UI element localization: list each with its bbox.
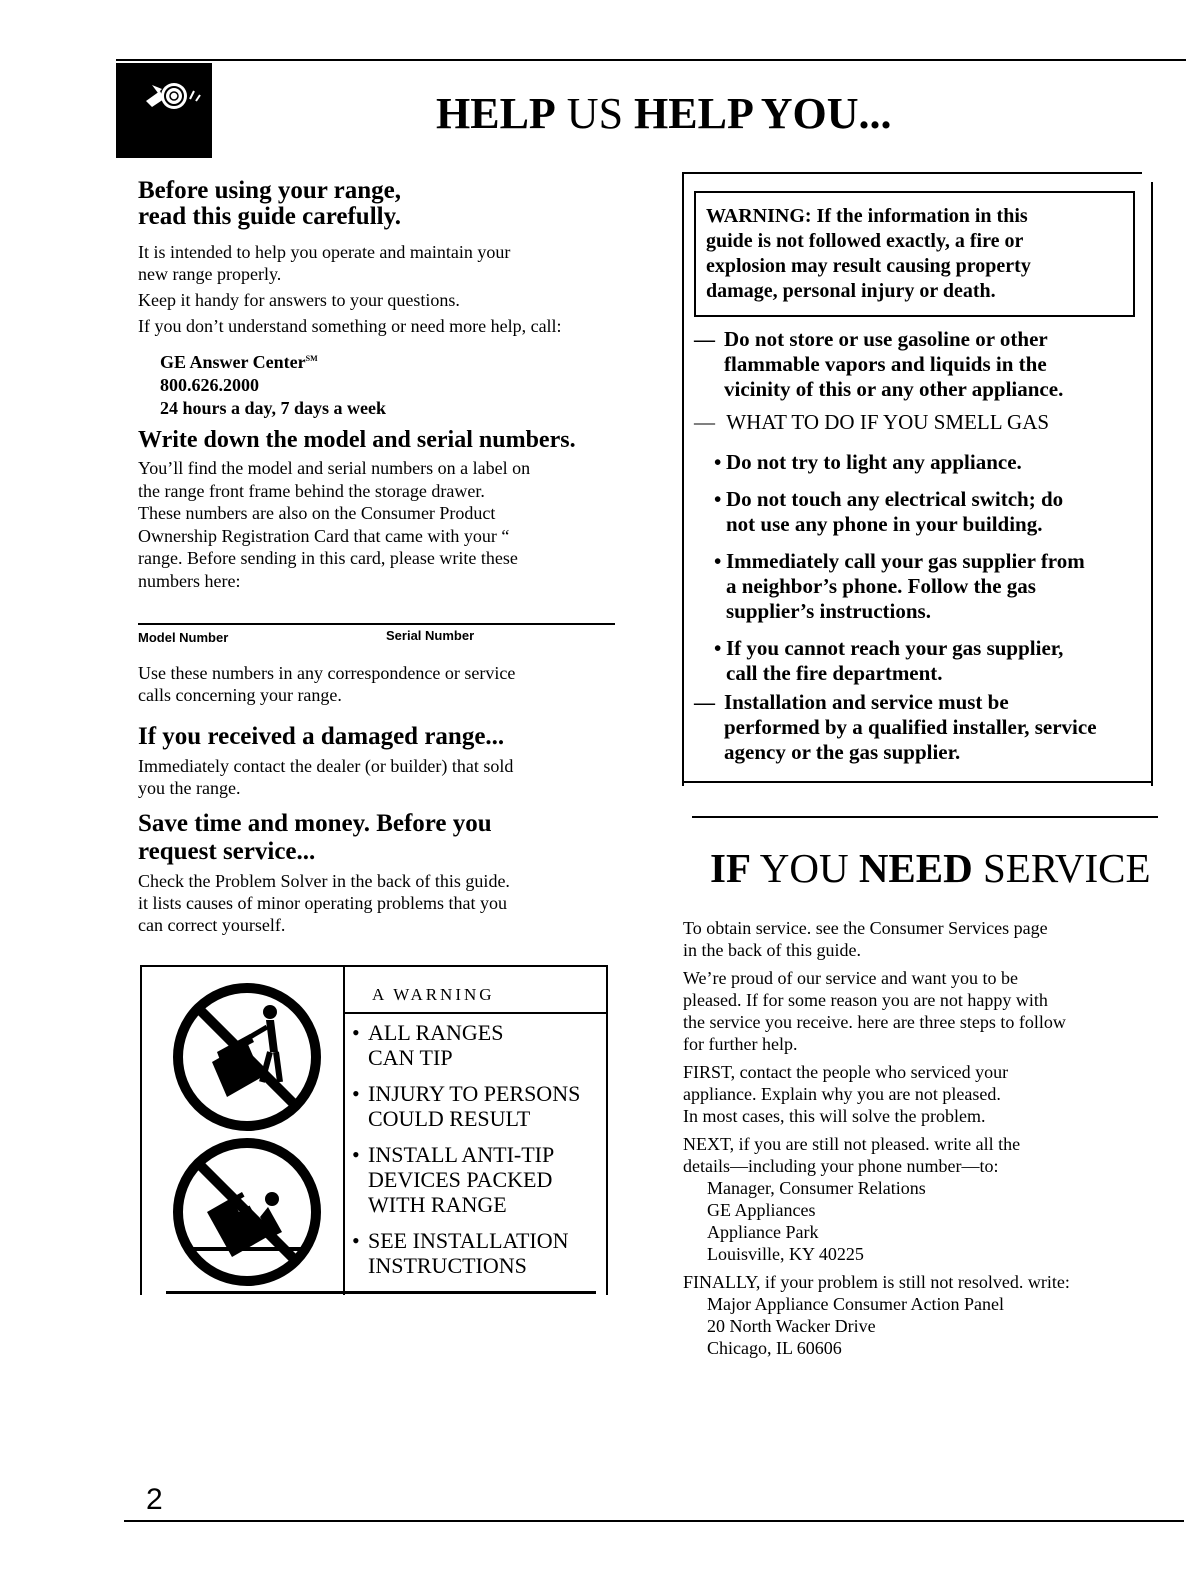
tip-box-divider <box>343 965 345 1295</box>
gas-panel-left-rule <box>682 172 684 786</box>
answer-center-name: GE Answer Center <box>160 352 306 372</box>
answer-center: GE Answer Center℠ 800.626.2000 24 hours a day, 7 days a week <box>160 352 387 418</box>
answer-center-hours: 24 hours a day, 7 days a week <box>160 398 387 418</box>
gas-panel-top-rule <box>682 172 1142 174</box>
save-text: Check the Problem Solver in the back of this guide. it lists causes of minor operating problems that you can correct yourself. <box>138 871 510 935</box>
tip-warning-item: • ALL RANGES CAN TIP <box>352 1020 504 1070</box>
child-on-door-icon <box>172 1137 322 1287</box>
serial-number-label: Serial Number <box>386 628 475 643</box>
tip-box-right-rule <box>606 965 608 1295</box>
gas-panel-right-rule <box>1151 182 1153 786</box>
header-icon-block <box>116 63 212 158</box>
top-rule <box>116 59 1186 61</box>
use-numbers-text: Use these numbers in any correspondence or service calls concerning your range. <box>138 663 516 705</box>
gas-sub-item: • If you cannot reach your gas supplier, call the fire department. <box>714 636 1064 685</box>
gas-item-smell-gas: — WHAT TO DO IF YOU SMELL GAS <box>694 410 1050 434</box>
gas-sub-item: • Do not touch any electrical switch; do not use any phone in your building. <box>714 487 1064 536</box>
answer-center-phone: 800.626.2000 <box>160 375 259 395</box>
footer-rule <box>124 1520 1184 1522</box>
macap-address: Major Appliance Consumer Action Panel 20 North Wacker Drive Chicago, IL 60606 <box>707 1294 1004 1358</box>
title-us: US <box>566 89 624 138</box>
range-helper-icon <box>116 63 212 158</box>
model-number-label: Model Number <box>138 630 229 645</box>
service-top-rule <box>692 816 1158 818</box>
tip-warning-list <box>352 1020 580 1278</box>
write-heading: Write down the model and serial numbers. <box>138 427 576 453</box>
service-title: IF YOU NEED SERVICE <box>710 845 1151 891</box>
page-number: 2 <box>146 1483 163 1516</box>
gas-panel-bottom-rule <box>682 781 1153 783</box>
before-heading: Before using your range, read this guide carefully. <box>138 177 401 230</box>
tip-warning-item: • INSTALL ANTI-TIP DEVICES PACKED WITH RANGE <box>352 1142 555 1217</box>
gas-item-installation: — Installation and service must be performed by a qualified installer, service agency or the gas supplier. <box>694 690 1097 764</box>
tipping-range-icon <box>172 982 322 1132</box>
gas-warning-statement: WARNING: If the information in this guide is not followed exactly, a fire or explosion may result causing property damage, personal injury or death. <box>706 205 1031 302</box>
title-help-you: HELP YOU... <box>634 89 892 138</box>
gas-sub-list <box>714 450 1144 686</box>
service-body: To obtain service. see the Consumer Services page in the back of this guide. We’re proud of our service and want you to be pleased. If for some reason you are not happy with the service you receive. here are three steps to follow for further help. FIRST, contact the people who serviced your appliance. Explain why you are not pleased. In most cases, this will solve the problem. NEXT, if you are still not pleased. write all the details—including your phone number—to: Manager, Consumer Relations GE Appliances Appliance Park Louisville, KY 40225 FINALLY, if your problem is still not resolved. write: Major Appliance Consumer Action Panel 20 North Wacker Drive Chicago, IL 60606 <box>683 918 1070 1358</box>
save-heading: Save time and money. Before you request service... <box>138 810 492 865</box>
number-fill-rule <box>138 623 615 625</box>
write-text: You’ll find the model and serial numbers on a label on the range front frame behind the storage drawer. These numbers are also on the Consumer Product Ownership Registration Card that came with your “ range. Before sending in this card, please write these numbers here: <box>138 458 531 591</box>
title-help-1: HELP <box>436 89 556 138</box>
tip-box-left-rule <box>140 965 142 1295</box>
gas-sub-item: • Immediately call your gas supplier from a neighbor’s phone. Follow the gas supplier’s instructions. <box>714 549 1085 623</box>
gas-item-store: — Do not store or use gasoline or other flammable vapors and liquids in the vicinity of this or any other appliance. <box>694 327 1064 401</box>
tip-box-top-rule <box>140 965 608 967</box>
anti-tip-warning-box <box>140 965 608 1295</box>
tip-warning-title: A WARNING <box>372 985 495 1004</box>
damaged-text: Immediately contact the dealer (or builder) that sold you the range. <box>138 756 514 798</box>
tip-title-underline <box>343 1012 608 1014</box>
consumer-relations-address: Manager, Consumer Relations GE Appliances Appliance Park Louisville, KY 40225 <box>707 1178 926 1264</box>
gas-sub-item: • Do not try to light any appliance. <box>714 450 1022 474</box>
tip-warning-item: • SEE INSTALLATION INSTRUCTIONS <box>352 1228 569 1278</box>
tip-warning-item: • INJURY TO PERSONS COULD RESULT <box>352 1081 581 1131</box>
damaged-heading: If you received a damaged range... <box>138 723 505 750</box>
page-title <box>436 89 892 138</box>
gas-warning-panel <box>682 172 1158 786</box>
tip-box-bottom-rule <box>166 1291 596 1294</box>
intro-text: It is intended to help you operate and maintain your new range properly. Keep it handy for answers to your questions. If you don’t understand something or need more help, call: <box>138 242 562 336</box>
